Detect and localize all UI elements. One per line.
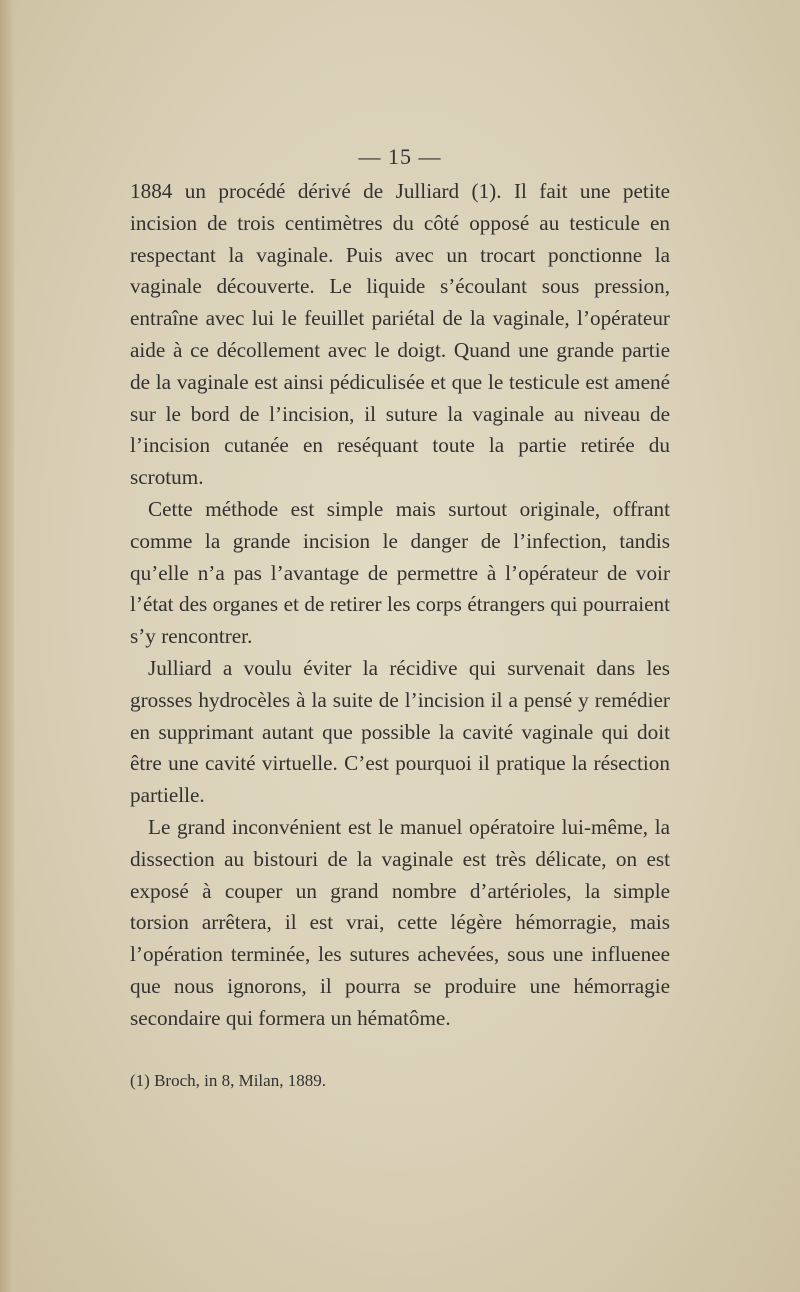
paragraph-3: Julliard a voulu éviter la récidive qui survenait dans les grosses hydrocèles à la suite de l’incision il a pensé y remédier en supprimant autant que possible la cavité vaginale qui doit être une cavité virtuelle. C’est pourquoi il pratique la résection partielle. bbox=[130, 655, 670, 808]
paragraph-4: Le grand inconvénient est le manuel opératoire lui-même, la dissection au bistouri de la vaginale est très délicate, on est exposé à couper un grand nombre d’artérioles, la simple torsion arrêtera, il est vrai, cette légère hémorragie, mais l’opération terminée, les sutures achevées, sous une influenee que nous ignorons, il pourra se produire une hémorragie secondaire qui formera un hématôme. bbox=[130, 814, 670, 1030]
paragraph-1: 1884 un procédé dérivé de Julliard (1). Il fait une petite incision de trois centimètres du côté opposé au testicule en respectant la vaginale. Puis avec un trocart ponctionne la vaginale découverte. Le liquide s’écoulant sous pression, entraîne avec lui le feuillet pariétal de la vaginale, l’opérateur aide à ce décollement avec le doigt. Quand une grande partie de la vaginale est ainsi pédiculisée et que le testicule est amené sur le bord de l’incision, il suture la vaginale au niveau de l’incision cutanée en reséquant toute la partie retirée du scrotum. bbox=[130, 179, 670, 490]
footnote: (1) Broch, in 8, Milan, 1889. bbox=[130, 1071, 326, 1090]
paragraph-2: Cette méthode est simple mais surtout originale, offrant comme la grande incision le danger de l’infection, tandis qu’elle n’a pas l’avantage de permettre à l’opérateur de voir l’état des organes et de retirer les corps étrangers qui pourraient s’y rencontrer. bbox=[130, 496, 670, 649]
page-number: — 15 — bbox=[358, 144, 442, 169]
body-text bbox=[130, 176, 670, 1035]
